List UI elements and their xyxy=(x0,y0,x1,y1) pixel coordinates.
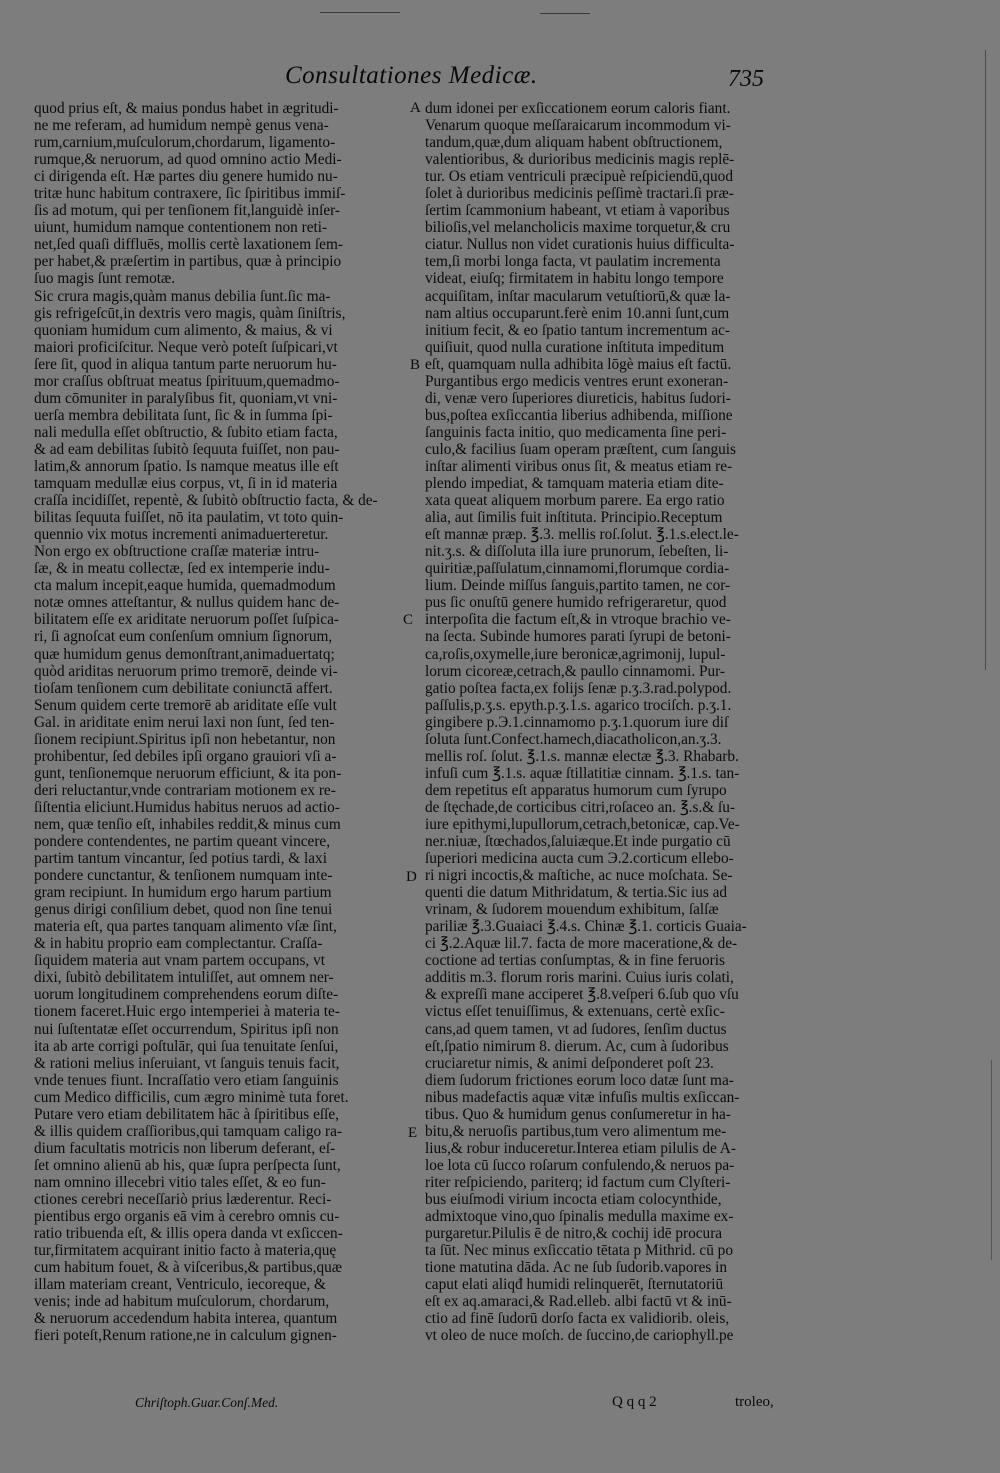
text-line: Gal. in ariditate enim nerui laxi non ſunt, ſed ten- xyxy=(34,713,335,731)
text-line: vt oleo de nuce moſch. de ſuccino,de cariophyll.pe xyxy=(425,1327,734,1345)
text-line: ci dirigenda eſt. Hæ partes diu genere humido nu- xyxy=(34,168,338,186)
text-line: Senum quidem certe tremorē ab ariditate eſſe vult xyxy=(34,696,337,714)
text-line: quoniam humidum cum alimento, & maius, & vi xyxy=(34,321,333,339)
text-line: caput elati aliqđ humidi relinquerēt, ſternutatoriū xyxy=(425,1276,724,1294)
margin-marker-c: C xyxy=(403,612,414,628)
text-line: tionem faceret.Huic ergo intemperiei à materia te- xyxy=(34,1003,340,1021)
text-line: tioſam tenſionem cum debilitate coniunctā affert. xyxy=(34,679,333,697)
text-line: quæ humidum genus demonſtrant,animaduertatq; xyxy=(34,645,335,663)
text-line: loe lota cū ſucco roſarum confulendo,& neruos pa- xyxy=(425,1156,735,1174)
text-line: pientibus ergo organis eā vim à cerebro omnis cu- xyxy=(34,1208,340,1226)
text-line: uerſa membra debilitata ſunt, ſic & in ſumma ſpi- xyxy=(34,406,333,424)
right-text-column xyxy=(425,100,797,1344)
text-line: ner.niuæ, ſtœchados,ſaluiæque.Et inde purgatio cū xyxy=(425,833,731,851)
text-line: ciatur. Nullus non videt curationis huius difficulta- xyxy=(425,236,735,254)
text-line: uiunt, humidum namque contentionem non reti- xyxy=(34,219,328,237)
text-line: inſtar alimenti viribus onus ſit, & meatus etiam re- xyxy=(425,457,733,475)
text-line: Non ergo ex obſtructione craſſæ materiæ intru- xyxy=(34,543,320,561)
text-line: tur. Os etiam ventriculi præcipuè reſpiciendū,quod xyxy=(425,168,733,186)
text-line: mellis roſ. ſolut. ℥.1.s. mannæ electæ ℥.3. Rhabarb. xyxy=(425,747,739,765)
text-line: gingibere p.Э.1.cinnamomo p.ʒ.1.quorum iure diſ xyxy=(425,713,729,731)
text-line: dium facultatis motricis non liberum deferant, eſ- xyxy=(34,1139,336,1157)
text-line: & expreſſi mane acciperet ℥.8.veſperi 6.ſub quo vſu xyxy=(425,986,739,1004)
text-line: di, venæ vero ſuperiores diureticis, habitus ſudori- xyxy=(425,389,731,407)
text-line: nam omnino illecebri vitio tales eſſet, & eo fun- xyxy=(34,1173,326,1191)
text-line: diem ſudorum frictiones eorum loco datæ ſunt ma- xyxy=(425,1071,734,1089)
text-line: tamquam medullæ eius corpus, vt, ſi in id materia xyxy=(34,475,338,493)
text-line: xata queat aliquem morbum parere. Ea ergo ratio xyxy=(425,492,725,510)
text-line: uorum longitudinem comprehendens eorum diſte- xyxy=(34,986,339,1004)
text-line: ratio tribuenda eſt, & illis opera danda vt exſiccen- xyxy=(34,1225,343,1243)
text-line: & neruorum accedendum habita interea, quantum xyxy=(34,1310,338,1328)
text-line: dum cōmuniter in paralyſibus fit, quoniam,vt vni- xyxy=(34,389,338,407)
text-line: nui ſuſtentatæ eſſet occurrendum, Spiritus ipſi non xyxy=(34,1020,339,1038)
text-line: dum idonei per exſiccationem eorum caloris fiant. xyxy=(425,100,731,117)
text-line: bilitas ſequuta fuiſſet, nō ita paulatim, vt toto quin- xyxy=(34,509,344,527)
text-line: ſionem recipiunt.Spiritus ipſi non hebetantur, non xyxy=(34,730,336,748)
text-line: iure epithymi,lupullorum,cetrach,betonicæ, cap.Ve- xyxy=(425,815,740,833)
footer-signature-note: Chriſtoph.Guar.Conſ.Med. xyxy=(135,1395,279,1410)
text-line: mor craſſus obſtruat meatus ſpirituum,quemadmo- xyxy=(34,372,340,390)
text-line: tandum,quæ,dum aliquam habent obſtructionem, xyxy=(425,134,723,152)
text-line: pariliæ ℥.3.Guaiaci ℥.4.s. Chinæ ℥.1. corticis Guaia- xyxy=(425,918,747,936)
text-line: ſuperiori medicina aucta cum Э.2.corticum ellebo- xyxy=(425,850,734,868)
text-line: ſæ, & in meatu collectæ, ſed ex intemperie indu- xyxy=(34,560,330,578)
text-line: ſiſtentia eliciunt.Humidus habitus neruos ad actio- xyxy=(34,798,340,816)
text-line: vrinam, & ſudorem mouendum exhibitum, ſalſæ xyxy=(425,901,719,919)
left-text-column xyxy=(34,100,406,1344)
text-line: bilitatem eſſe ex ariditate neruorum poſſet ſuſpica- xyxy=(34,611,339,629)
text-line: ſanguinis facta initio, quo medicamenta ſine peri- xyxy=(425,423,727,441)
text-line: eſt, quamquam nulla adhibita lōgè maius eſt factū. xyxy=(425,355,732,373)
margin-marker-e: E xyxy=(408,1125,418,1141)
text-line: cans,ad quem tamen, vt ad ſudores, ſenſim ductus xyxy=(425,1020,727,1038)
text-line: eſt ex aq.amaraci,& Rad.elleb. albi factū vt & inū- xyxy=(425,1293,732,1311)
text-line: gunt, tenſionemque neruorum efficiunt, & ita pon- xyxy=(34,764,342,782)
text-line: gatio poſtea facta,ex folijs ſenæ p.ʒ.3.rad.polypod. xyxy=(425,679,732,697)
text-line: Sic crura magis,quàm manus debilia ſunt.ſic ma- xyxy=(34,287,331,305)
text-line: craſſa incidiſſet, repentè, & ſubitò obſtructio facta, & de- xyxy=(34,492,378,510)
text-line: eſt mannæ præp. ℥.3. mellis roſ.ſolut. ℥.1.s.elect.le- xyxy=(425,526,739,544)
text-line: venis; inde ad habitum muſculorum, chordarum, xyxy=(34,1293,330,1311)
text-line: admixtoque vino,quo ſpinalis medulla maxime ex- xyxy=(425,1208,734,1226)
margin-marker-b: B xyxy=(410,357,421,373)
text-line: fieri poteſt,Renum ratione,ne in calculum gignen- xyxy=(34,1327,337,1345)
text-line: prohibentur, ſed debiles ipſi organo grauiori vſi a- xyxy=(34,747,337,765)
text-line: quennio vix motus incrementi animaduerteretur. xyxy=(34,526,329,544)
text-line: ſolet à durioribus medicinis peſſimè tractari.ſi præ- xyxy=(425,185,734,203)
text-line: videat, eiuſq; firmitatem in habitu longo tempore xyxy=(425,270,724,288)
running-title: Consultationes Medicæ. xyxy=(285,62,538,89)
text-line: victus eſſet tenuiſſimus, & extenuans, certè exſic- xyxy=(425,1003,725,1021)
catchword: troleo, xyxy=(735,1394,774,1410)
text-line: & in habitu proprio eam complectantur. Craſſa- xyxy=(34,935,323,953)
page-number: 735 xyxy=(728,66,764,92)
text-line: ſere ſit, quod in aliqua tantum parte neruorum hu- xyxy=(34,355,337,373)
text-line: infuſi cum ℥.1.s. aquæ ſtillatitiæ cinnam. ℥.1.s. tan- xyxy=(425,764,740,782)
text-line: initium fecit, & eo ſpatio tantum incrementum ac- xyxy=(425,321,730,339)
text-line: de ſtęchade,de corticibus citri,roſaceo an. ℥.s.& ſu- xyxy=(425,798,735,816)
text-line: lorum cicoreæ,cetrach,& paullo cinnamomi. Pur- xyxy=(425,662,726,680)
text-line: ri, ſi agnoſcat eum conſenſum omnium ſignorum, xyxy=(34,628,333,646)
text-line: maiori proficiſcitur. Neque verò poteſt ſuſpicari,vt xyxy=(34,338,338,356)
text-line: paſſulis,p.ʒ.s. epyth.p.ʒ.1.s. agarico trociſch. p.ʒ.1. xyxy=(425,696,732,714)
text-line: lium. Deinde miſſus ſanguis,partito tamen, ne cor- xyxy=(425,577,731,595)
text-line: rumque,& neruorum, ad quod omnino actio Medi- xyxy=(34,151,342,169)
text-line: ſuo magis ſunt remotæ. xyxy=(34,270,176,288)
text-line: ctio ad finē ſudorū dorſo facta ex validiorib. oleis, xyxy=(425,1310,730,1328)
text-line: per habet,& præſertim in partibus, quæ à principio xyxy=(34,253,342,271)
text-line: ſertim ſcammonium habeant, vt etiam à vaporibus xyxy=(425,202,730,220)
text-line: ſet omnino alienū ab his, quæ ſupra perſpecta ſunt, xyxy=(34,1156,341,1174)
text-line: nibus madefactis aquæ vitæ infuſis multis exſiccan- xyxy=(425,1088,740,1106)
text-line: plendo impediat, & tamquam materia etiam dite- xyxy=(425,475,724,493)
text-line: purgaretur.Pilulis ē de nitro,& cochij idē procura xyxy=(425,1225,723,1243)
margin-marker-d: D xyxy=(406,869,417,885)
text-line: culo,& facilius ſuam operam præſtent, cum ſanguis xyxy=(425,440,736,458)
text-line: ne me referam, ad humidum nempè genus vena- xyxy=(34,117,329,135)
text-line: dem repetitus eſt apparatus humorum cum ſyrupo xyxy=(425,781,727,799)
text-line: Venarum quoque meſſaraicarum incommodum vi- xyxy=(425,117,731,135)
top-edge-rule xyxy=(320,12,400,13)
text-line: & illis quidem craſſioribus,qui tamquam caligo ra- xyxy=(34,1122,342,1140)
text-line: gis refrigeſcūt,in dextris vero magis, quàm ſiniſtris, xyxy=(34,304,346,322)
text-line: cta malum incepit,eaque humida, quemadmodum xyxy=(34,577,336,595)
text-line: bus eiuſmodi virium incocta etiam colocynthide, xyxy=(425,1191,722,1208)
text-line: ta ſūt. Nec minus exſiccatio tētata p Mithrid. cū po xyxy=(425,1242,733,1260)
text-line: ca,roſis,oxymelle,iure beronicæ,agrimonij, lupul- xyxy=(425,645,726,663)
text-line: nit.ʒ.s. & diſſoluta illa iure prunorum, ſebeſten, li- xyxy=(425,543,729,561)
right-edge-shadow-lower xyxy=(991,1060,992,1260)
text-line: Putare vero etiam debilitatem hāc à ſpiritibus eſſe, xyxy=(34,1105,339,1123)
text-line: alia, aut ſimilis fuit inſtituta. Principio.Receptum xyxy=(425,509,723,527)
text-line: quiſiuit, quod nulla curatione inſtituta impeditum xyxy=(425,338,725,356)
text-line: valentioribus, & durioribus medicinis magis replē- xyxy=(425,151,735,169)
text-line: bus,poſtea exſiccantia liberius adhibenda, miſſione xyxy=(425,406,733,424)
top-edge-rule-right xyxy=(540,13,590,14)
text-line: quiritiæ,paſſulatum,cinnamomi,florumque cordia- xyxy=(425,560,730,578)
text-line: notæ omnes atteſtantur, & nullus quidem hanc de- xyxy=(34,594,340,612)
text-line: tione matutina dāda. Ac ne ſub ſudorib.vapores in xyxy=(425,1259,728,1277)
text-line: tibus. Quo & humidum genus conſumeretur in ha- xyxy=(425,1105,731,1123)
text-line: materia eſt, qua partes tanquam alimento vſæ ſint, xyxy=(34,918,337,936)
text-line: additis m.3. florum roris marini. Cuius iuris colati, xyxy=(425,969,734,987)
text-line: bitu,& neruoſis partibus,tum vero alimentum me- xyxy=(425,1122,727,1140)
text-line: nali medulla eſſet obſtructio, & ſubito etiam facta, xyxy=(34,423,338,441)
right-edge-shadow xyxy=(985,50,986,670)
text-line: ctiones cerebri neceſſariò prius læderentur. Reci- xyxy=(34,1191,332,1208)
text-line: pondere contendentes, ne partim queant vincere, xyxy=(34,833,331,851)
text-line: net,ſed quaſi diffluēs, mollis certè laxationem ſem- xyxy=(34,236,343,254)
text-line: Purgantibus ergo medicis ventres erunt exoneran- xyxy=(425,372,729,390)
text-line: interpoſita die factum eſt,& in vtroque brachio ve- xyxy=(425,611,731,629)
text-line: pus ſic onuſtū genere humido refrigeraretur, quod xyxy=(425,594,727,612)
text-line: quenti die datum Mithridatum, & tertia.Sic ius ad xyxy=(425,884,728,902)
text-line: quòd ariditas neruorum primo tremorē, deinde vi- xyxy=(34,662,338,680)
text-line: & rationi melius inſeruiant, vt ſanguis tenuis facit, xyxy=(34,1054,340,1072)
text-line: na ſecta. Subinde humores parati ſyrupi de betoni- xyxy=(425,628,731,646)
text-line: gram recipiunt. In humidum ergo harum partium xyxy=(34,884,332,902)
text-line: & ad eam debilitas ſubitò ſequuta fuiſſet, non pau- xyxy=(34,440,340,458)
text-line: tur,firmitatem acquirant initio facto à materia,quę xyxy=(34,1242,337,1260)
text-line: riter reſpiciendo, pariterq; id factum cum Clyſteri- xyxy=(425,1173,731,1191)
text-line: latim,& annorum ſpatio. Is namque meatus ille eſt xyxy=(34,457,339,475)
text-line: ri nigri incoctis,& maſtiche, ac nuce moſchata. Se- xyxy=(425,867,733,885)
text-line: eſt,ſpatio nimirum 8. dierum. Ac, cum à ſudoribus xyxy=(425,1037,729,1055)
text-line: rum,carnium,muſculorum,chordarum, ligamento- xyxy=(34,134,336,152)
signature-mark: Q q q 2 xyxy=(612,1394,657,1410)
text-line: pondere cunctantur, & tenſionem numquam inte- xyxy=(34,867,333,885)
text-line: illam materiam creant, Ventriculo, iecoreque, & xyxy=(34,1276,326,1294)
text-line: cruciaretur nimis, & animi deſponderet poſt 23. xyxy=(425,1054,714,1072)
text-line: ſis ad motum, qui per tenſionem fit,languidè inſer- xyxy=(34,202,340,220)
text-line: deri reluctantur,vnde contrariam motionem ex re- xyxy=(34,781,336,799)
text-line: tritæ hunc habitum contraxere, ſic ſpiritibus immiſ- xyxy=(34,185,346,203)
text-line: nem, quæ tenſio eſt, inhabiles reddit,& minus cum xyxy=(34,815,341,833)
text-line: quod prius eſt, & maius pondus habet in ægritudi- xyxy=(34,100,339,117)
text-line: ita ab arte corrigi poſtulār, qui ſua tenuitate ſenſui, xyxy=(34,1037,339,1055)
text-line: bilioſis,vel melancholicis maxime torquetur,& cru xyxy=(425,219,731,237)
text-line: vnde tenues fiunt. Incraſſatio vero etiam ſanguinis xyxy=(34,1071,339,1089)
text-line: cum habitum fouet, & à viſceribus,& partibus,quæ xyxy=(34,1259,343,1277)
text-line: ſiquidem materia aut vnam partem occupans, vt xyxy=(34,952,325,970)
text-line: ci ℥.2.Aquæ lil.7. facta de more maceratione,& de- xyxy=(425,935,738,953)
text-line: dixi, ſubitò debilitatem intuliſſet, aut omnem ner- xyxy=(34,969,334,987)
text-line: lius,& robur induceretur.Interea etiam pilulis de A- xyxy=(425,1139,736,1157)
text-line: tem,ſi morbi longa facta, vt paulatim incrementa xyxy=(425,253,721,271)
text-line: nam altius occuparunt.ferè enim 10.anni ſunt,cum xyxy=(425,304,730,322)
text-line: ſoluta ſunt.Confect.hamech,diacatholicon,an.ʒ.3. xyxy=(425,730,722,748)
text-line: partim tantum vincantur, ſed potius tardi, & laxi xyxy=(34,850,327,868)
text-line: acquiſitam, inſtar macularum vetuſtiorū,& quæ la- xyxy=(425,287,731,305)
margin-marker-a: A xyxy=(410,100,421,116)
text-line: cum Medico difficilis, cum ægro minimè tuta foret. xyxy=(34,1088,349,1106)
text-line: genus dirigi conſilium debet, quod non ſine tenui xyxy=(34,901,333,919)
text-line: coctione ad tertias conſumptas, & in fine feruoris xyxy=(425,952,725,970)
